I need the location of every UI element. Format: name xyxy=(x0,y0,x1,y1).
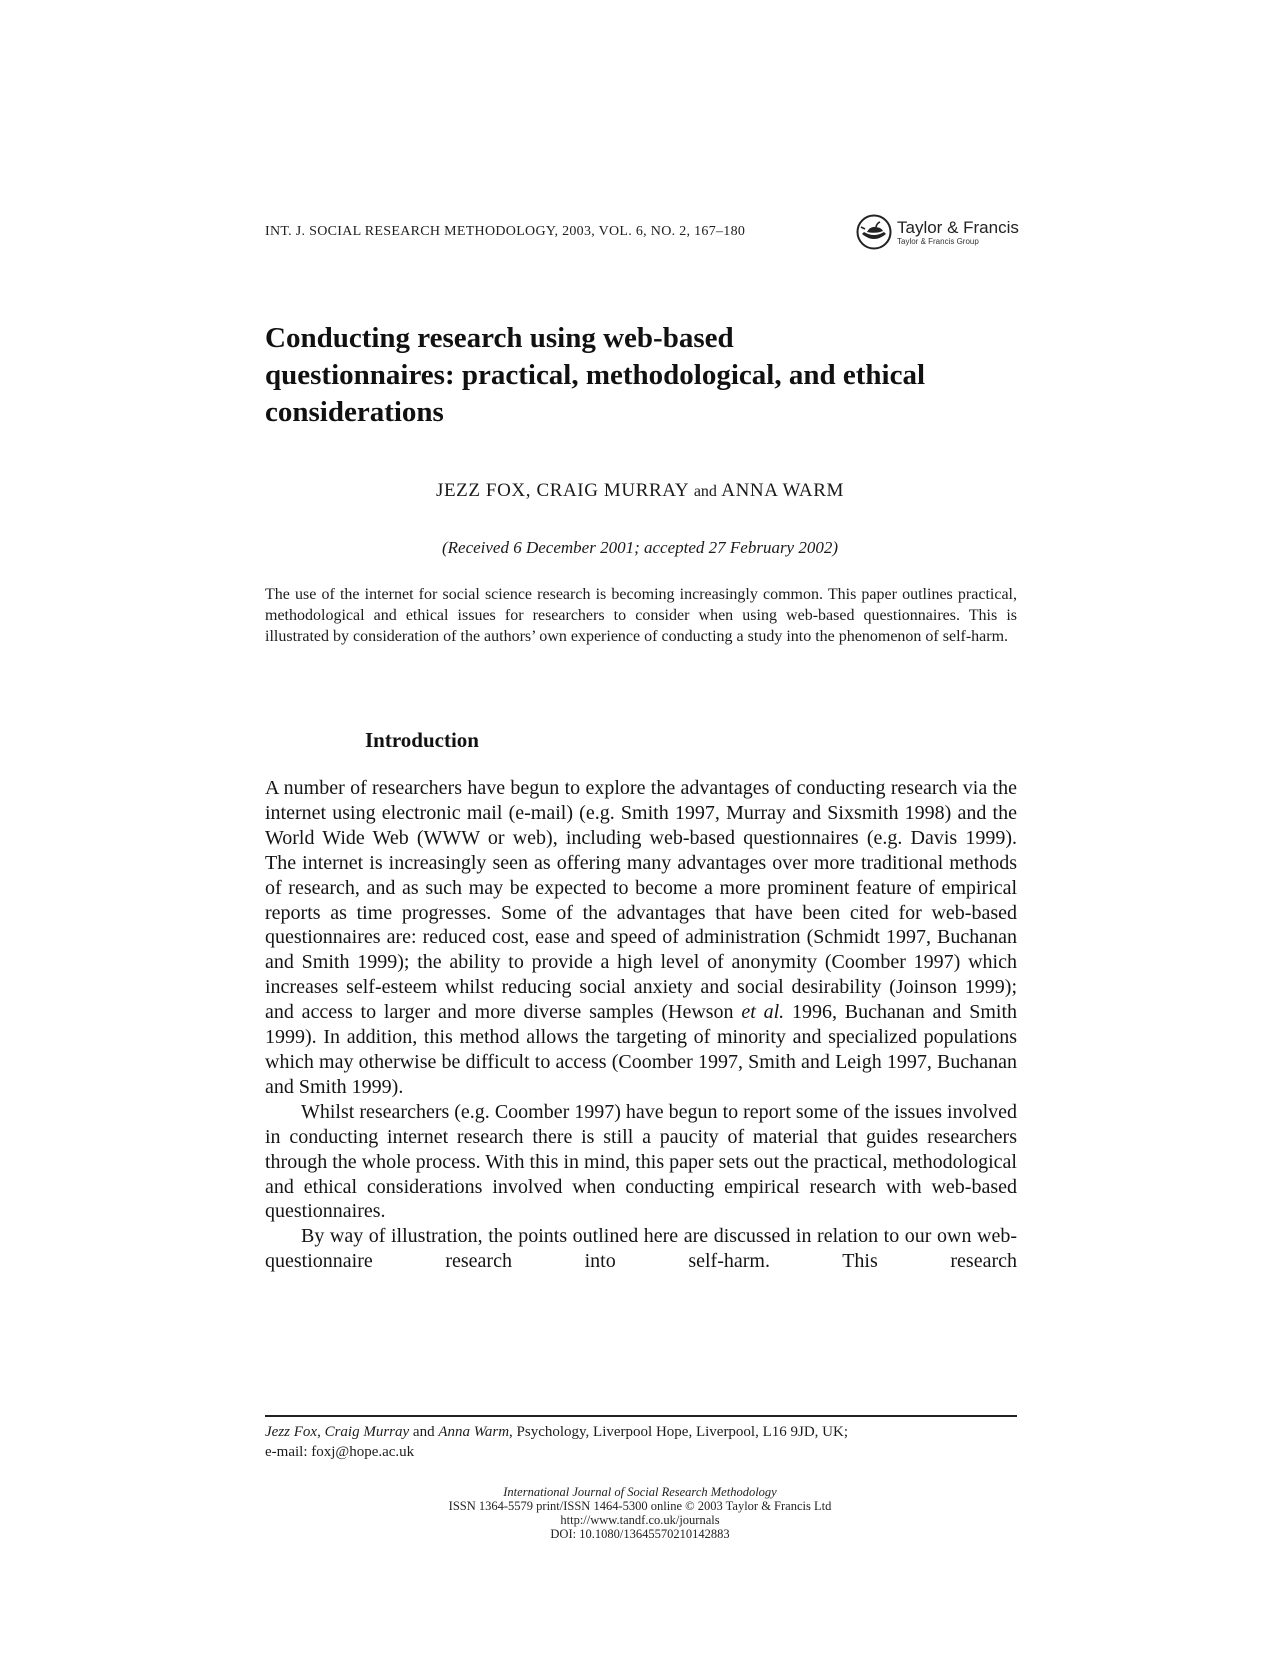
received-dates: (Received 6 December 2001; accepted 27 February 2002) xyxy=(441,538,839,557)
paragraph: By way of illustration, the points outlined here are discussed in relation to our own web-questionnaire research into self-harm. This research xyxy=(265,1225,1017,1273)
article-title-line: Conducting research using web-based xyxy=(265,322,734,354)
footnote-affiliation: , Psychology, Liverpool Hope, Liverpool, L16 9JD, UK; xyxy=(509,1424,849,1440)
journal-info xyxy=(0,1485,1280,1541)
publisher-logo xyxy=(856,214,1019,250)
footnote-separator: and xyxy=(409,1424,439,1440)
authors-conjunction: and xyxy=(693,483,717,500)
footnote-separator: , xyxy=(317,1424,325,1440)
lamp-logo-icon xyxy=(856,214,892,250)
article-title-line: questionnaires: practical, methodological, and ethical xyxy=(265,359,926,391)
author-footnote xyxy=(265,1422,1017,1462)
italic-citation: et al. xyxy=(741,1001,785,1024)
running-head: INT. J. SOCIAL RESEARCH METHODOLOGY, 2003, VOL. 6, NO. 2, 167–180 xyxy=(265,224,746,239)
publisher-group: Taylor & Francis Group xyxy=(897,236,979,246)
footnote-email: e-mail: foxj@hope.ac.uk xyxy=(265,1444,415,1460)
introduction-body xyxy=(265,776,1017,1274)
footnote-author: Anna Warm xyxy=(438,1424,510,1440)
section-heading-introduction: Introduction xyxy=(365,728,479,752)
paragraph-text: 1996, Buchanan and Smith 1999). In addition, this method allows the targeting of minority and specialized populations which may otherwise be difficult to access (Coomber 1997, Smith and Leigh 1997, Buchanan and Smith 1999). xyxy=(265,1001,1017,1098)
journal-url: http://www.tandf.co.uk/journals xyxy=(560,1513,720,1527)
author-list xyxy=(0,480,1280,502)
footnote-author: Craig Murray xyxy=(324,1424,410,1440)
paragraph-text: A number of researchers have begun to explore the advantages of conducting research via the internet using electronic mail (e-mail) (e.g. Smith 1997, Murray and Sixsmith 1998) and the World Wide Web (WWW or web), including web-based questionnaires (e.g. Davis 1999). The internet is increasingly seen as offering many advantages over more traditional methods of research, and as such may be expected to become a more prominent feature of empirical reports as time progresses. Some of the advantages that have been cited for web-based questionnaires are: reduced cost, ease and speed of administration (Schmidt 1997, Buchanan and Smith 1999); the ability to provide a high level of anonymity (Coomber 1997) which increases self-esteem whilst reducing social anxiety and social desirability (Joinson 1999); and access to larger and more diverse samples (Hewson xyxy=(265,777,1017,1024)
article-title-line: considerations xyxy=(265,396,444,428)
journal-name: International Journal of Social Research Methodology xyxy=(503,1485,777,1499)
authors-last: ANNA WARM xyxy=(721,480,845,501)
abstract: The use of the internet for social science research is becoming increasingly common. This paper outlines practical, methodological and ethical issues for researchers to consider when using web-based questionnaires. This is illustrated by consideration of the authors’ own experience of conducting a study into the phenomenon of self-harm. xyxy=(265,586,1017,645)
paragraph xyxy=(265,776,1017,1100)
publisher-name: Taylor & Francis xyxy=(897,217,1019,237)
authors-first: JEZZ FOX, CRAIG MURRAY xyxy=(435,480,689,501)
paragraph: Whilst researchers (e.g. Coomber 1997) have begun to report some of the issues involved in conducting internet research there is still a paucity of material that guides researchers through the whole process. With this in mind, this paper sets out the practical, methodological and ethical considerations involved when conducting empirical research with web-based questionnaires. xyxy=(265,1100,1017,1223)
article-title xyxy=(265,320,1025,431)
journal-doi: DOI: 10.1080/13645570210142883 xyxy=(550,1527,730,1541)
footnote-author: Jezz Fox xyxy=(265,1424,318,1440)
footnote-divider xyxy=(265,1415,1017,1417)
journal-issn: ISSN 1364-5579 print/ISSN 1464-5300 online © 2003 Taylor & Francis Ltd xyxy=(448,1499,832,1513)
